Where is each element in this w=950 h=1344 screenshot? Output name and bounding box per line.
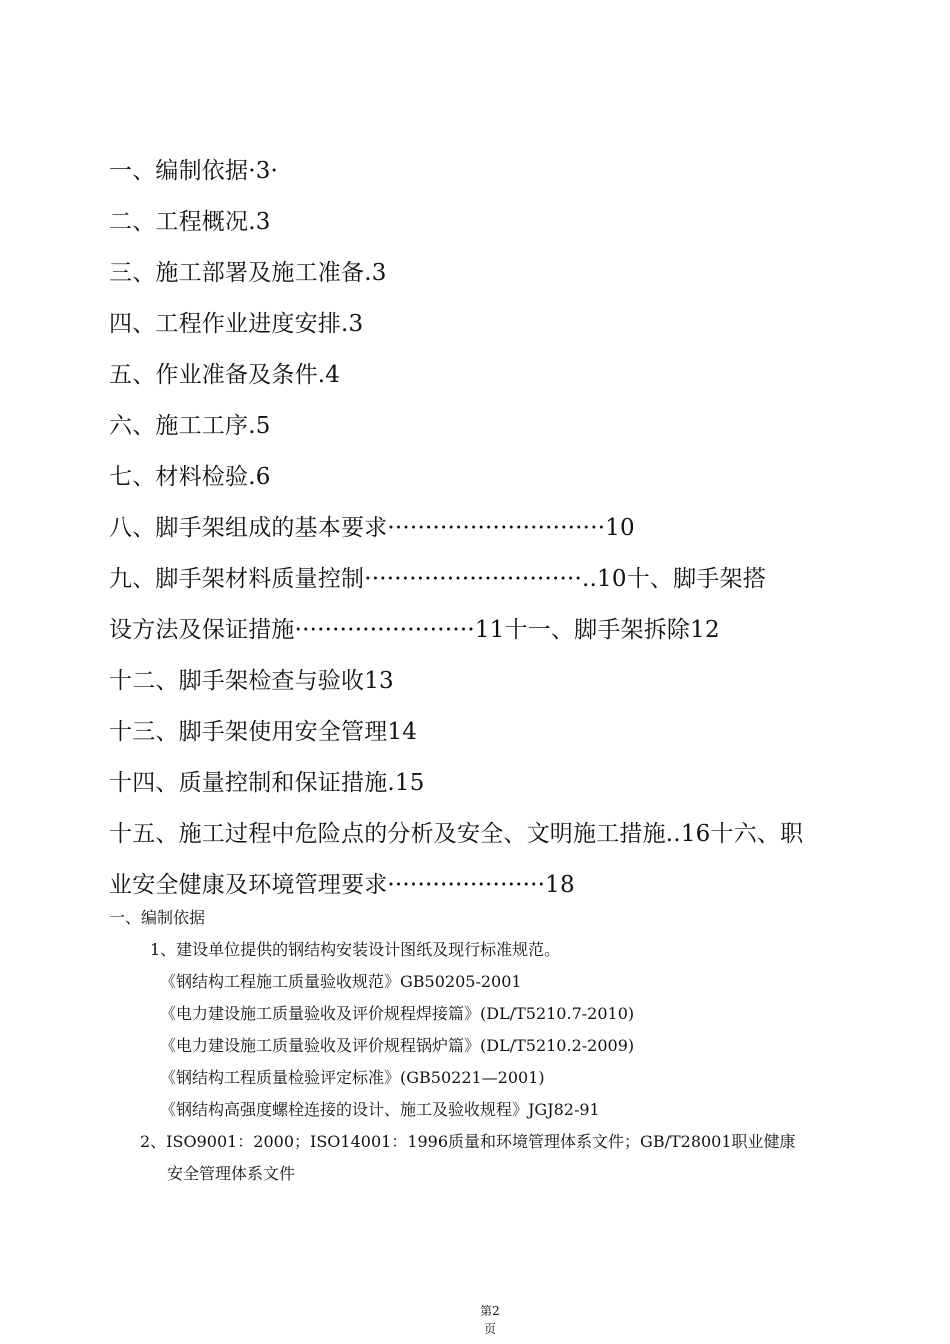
toc-entry[interactable]: 十三、脚手架使用安全管理14 bbox=[109, 719, 418, 745]
toc-entry[interactable]: 业安全健康及环境管理要求·····················18 bbox=[109, 872, 575, 898]
toc-entry[interactable]: 五、作业准备及条件.4 bbox=[109, 362, 341, 388]
page-number-line1: 第2 bbox=[480, 1304, 500, 1318]
standard-reference: 《电力建设施工质量验收及评价规程焊接篇》(DL/T5210.7-2010) bbox=[160, 1004, 635, 1023]
toc-entry[interactable]: 设方法及保证措施························11十一、脚手架拆除12 bbox=[109, 617, 720, 643]
standard-reference: 《钢结构工程质量检验评定标准》(GB50221—2001) bbox=[160, 1068, 545, 1087]
paragraph-item-2: 2、ISO9001：2000；ISO14001：1996质量和环境管理体系文件；GB/T28001职业健康 bbox=[140, 1132, 796, 1151]
toc-entry[interactable]: 十四、质量控制和保证措施.15 bbox=[109, 770, 425, 796]
page-number bbox=[470, 1302, 510, 1338]
toc-entry[interactable]: 七、材料检验.6 bbox=[109, 464, 271, 490]
toc-entry[interactable]: 四、工程作业进度安排.3 bbox=[109, 311, 364, 337]
paragraph-item-2-continuation: 安全管理体系文件 bbox=[167, 1164, 296, 1183]
standard-reference: 《电力建设施工质量验收及评价规程锅炉篇》(DL/T5210.2-2009) bbox=[160, 1036, 635, 1055]
toc-entry[interactable]: 三、施工部署及施工准备.3 bbox=[109, 260, 387, 286]
toc-entry[interactable]: 一、编制依据·3· bbox=[109, 158, 279, 184]
standard-reference: 《钢结构工程施工质量验收规范》GB50205-2001 bbox=[160, 972, 522, 991]
toc-entry[interactable]: 二、工程概况.3 bbox=[109, 209, 271, 235]
page-number-line2: 页 bbox=[483, 1322, 496, 1336]
toc-entry[interactable]: 六、施工工序.5 bbox=[109, 413, 271, 439]
table-of-contents bbox=[109, 146, 909, 911]
toc-entry[interactable]: 十二、脚手架检查与验收13 bbox=[109, 668, 394, 694]
section-heading: 一、编制依据 bbox=[109, 908, 206, 927]
toc-entry[interactable]: 九、脚手架材料质量控制·····························..10十、脚手架搭 bbox=[109, 566, 766, 592]
standard-reference: 《钢结构高强度螺栓连接的设计、施工及验收规程》JGJ82-91 bbox=[160, 1100, 600, 1119]
toc-entry[interactable]: 八、脚手架组成的基本要求·····························10 bbox=[109, 515, 635, 541]
toc-entry[interactable]: 十五、施工过程中危险点的分析及安全、文明施工措施..16十六、职 bbox=[109, 821, 804, 847]
paragraph-item-1: 1、建设单位提供的钢结构安装设计图纸及现行标准规范。 bbox=[150, 940, 561, 959]
